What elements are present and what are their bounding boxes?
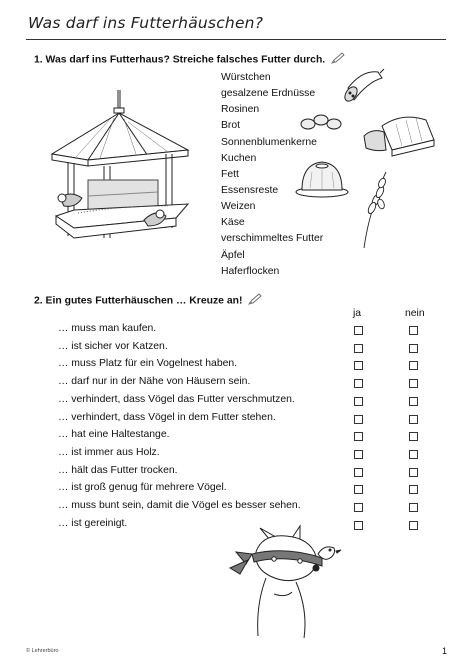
checkbox-nein[interactable] [409,485,418,494]
checkbox-nein[interactable] [409,344,418,353]
food-list-item[interactable]: Rosinen [221,104,260,116]
page-number: 1 [442,646,448,656]
pencil-icon [248,293,262,308]
checkbox-ja[interactable] [354,485,363,494]
checkbox-nein[interactable] [409,397,418,406]
food-list-item[interactable]: Haferflocken [221,265,280,277]
checkbox-nein[interactable] [409,450,418,459]
checkbox-ja[interactable] [354,415,363,424]
task1-label: 1. Was darf ins Futterhaus? Streiche falsches Futter durch. [34,54,326,66]
checkbox-ja[interactable] [354,432,363,441]
checkbox-ja[interactable] [354,503,363,512]
food-list-item[interactable]: Weizen [221,201,256,213]
food-list-item[interactable]: Essensreste [221,184,279,196]
pencil-icon [331,52,345,67]
checkbox-ja[interactable] [354,468,363,477]
statement-text: … hält das Futter trocken. [58,464,178,476]
checkbox-nein[interactable] [409,415,418,424]
sausage-illustration [340,66,390,104]
checkbox-ja[interactable] [354,379,363,388]
food-list-item[interactable]: Sonnenblumenkerne [221,136,317,148]
checkbox-ja[interactable] [354,450,363,459]
statement-text: … ist groß genug für mehrere Vögel. [58,482,227,494]
checkbox-nein[interactable] [409,432,418,441]
checkbox-ja[interactable] [354,521,363,530]
statement-text: … darf nur in der Nähe von Häusern sein. [58,376,251,388]
checkbox-nein[interactable] [409,521,418,530]
food-list-item[interactable]: Fett [221,168,239,180]
copyright-notice: © Lehrerbüro [26,648,59,654]
food-list-item[interactable]: gesalzene Erdnüsse [221,88,316,100]
food-list [221,70,323,280]
task2-label: 2. Ein gutes Futterhäuschen … Kreuze an! [34,295,243,307]
wheat-illustration [354,170,390,250]
food-list-item[interactable]: Brot [221,120,241,132]
food-list-item[interactable]: Würstchen [221,72,271,83]
statement-text: … ist sicher vor Katzen. [58,340,168,352]
food-list-item[interactable]: Kuchen [221,152,257,164]
food-list-item[interactable]: Käse [221,217,245,229]
column-header-ja: ja [353,308,362,319]
statement-text: … verhindert, dass Vögel in dem Futter stehen. [58,411,276,423]
title-underline [26,39,446,40]
checkbox-ja[interactable] [354,397,363,406]
column-header-nein: nein [405,308,425,319]
statement-text: … verhindert, dass Vögel das Futter verschmutzen. [58,393,295,405]
food-list-item[interactable]: Äpfel [221,249,245,261]
checkbox-ja[interactable] [354,344,363,353]
checkbox-nein[interactable] [409,503,418,512]
checkbox-nein[interactable] [409,326,418,335]
task2-heading [34,293,262,308]
checkbox-nein[interactable] [409,361,418,370]
task1-heading [34,52,345,67]
page-title: Was darf ins Futterhäuschen? [28,14,264,32]
bird-feeder-illustration [48,88,198,268]
checkbox-ja[interactable] [354,361,363,370]
cat-with-bird-illustration [226,524,346,644]
food-list-item[interactable]: verschimmeltes Futter [221,233,324,245]
statement-text: … muss bunt sein, damit die Vögel es besser sehen. [58,500,301,511]
checkbox-ja[interactable] [354,326,363,335]
statement-text: … muss man kaufen. [58,323,157,334]
bread-illustration [362,110,438,156]
checkbox-nein[interactable] [409,468,418,477]
statement-text: … ist immer aus Holz. [58,446,160,458]
statement-text: … muss Platz für ein Vogelnest haben. [58,358,238,370]
checkbox-nein[interactable] [409,379,418,388]
statement-text: … ist gereinigt. [58,517,128,529]
statement-text: … hat eine Haltestange. [58,429,170,441]
